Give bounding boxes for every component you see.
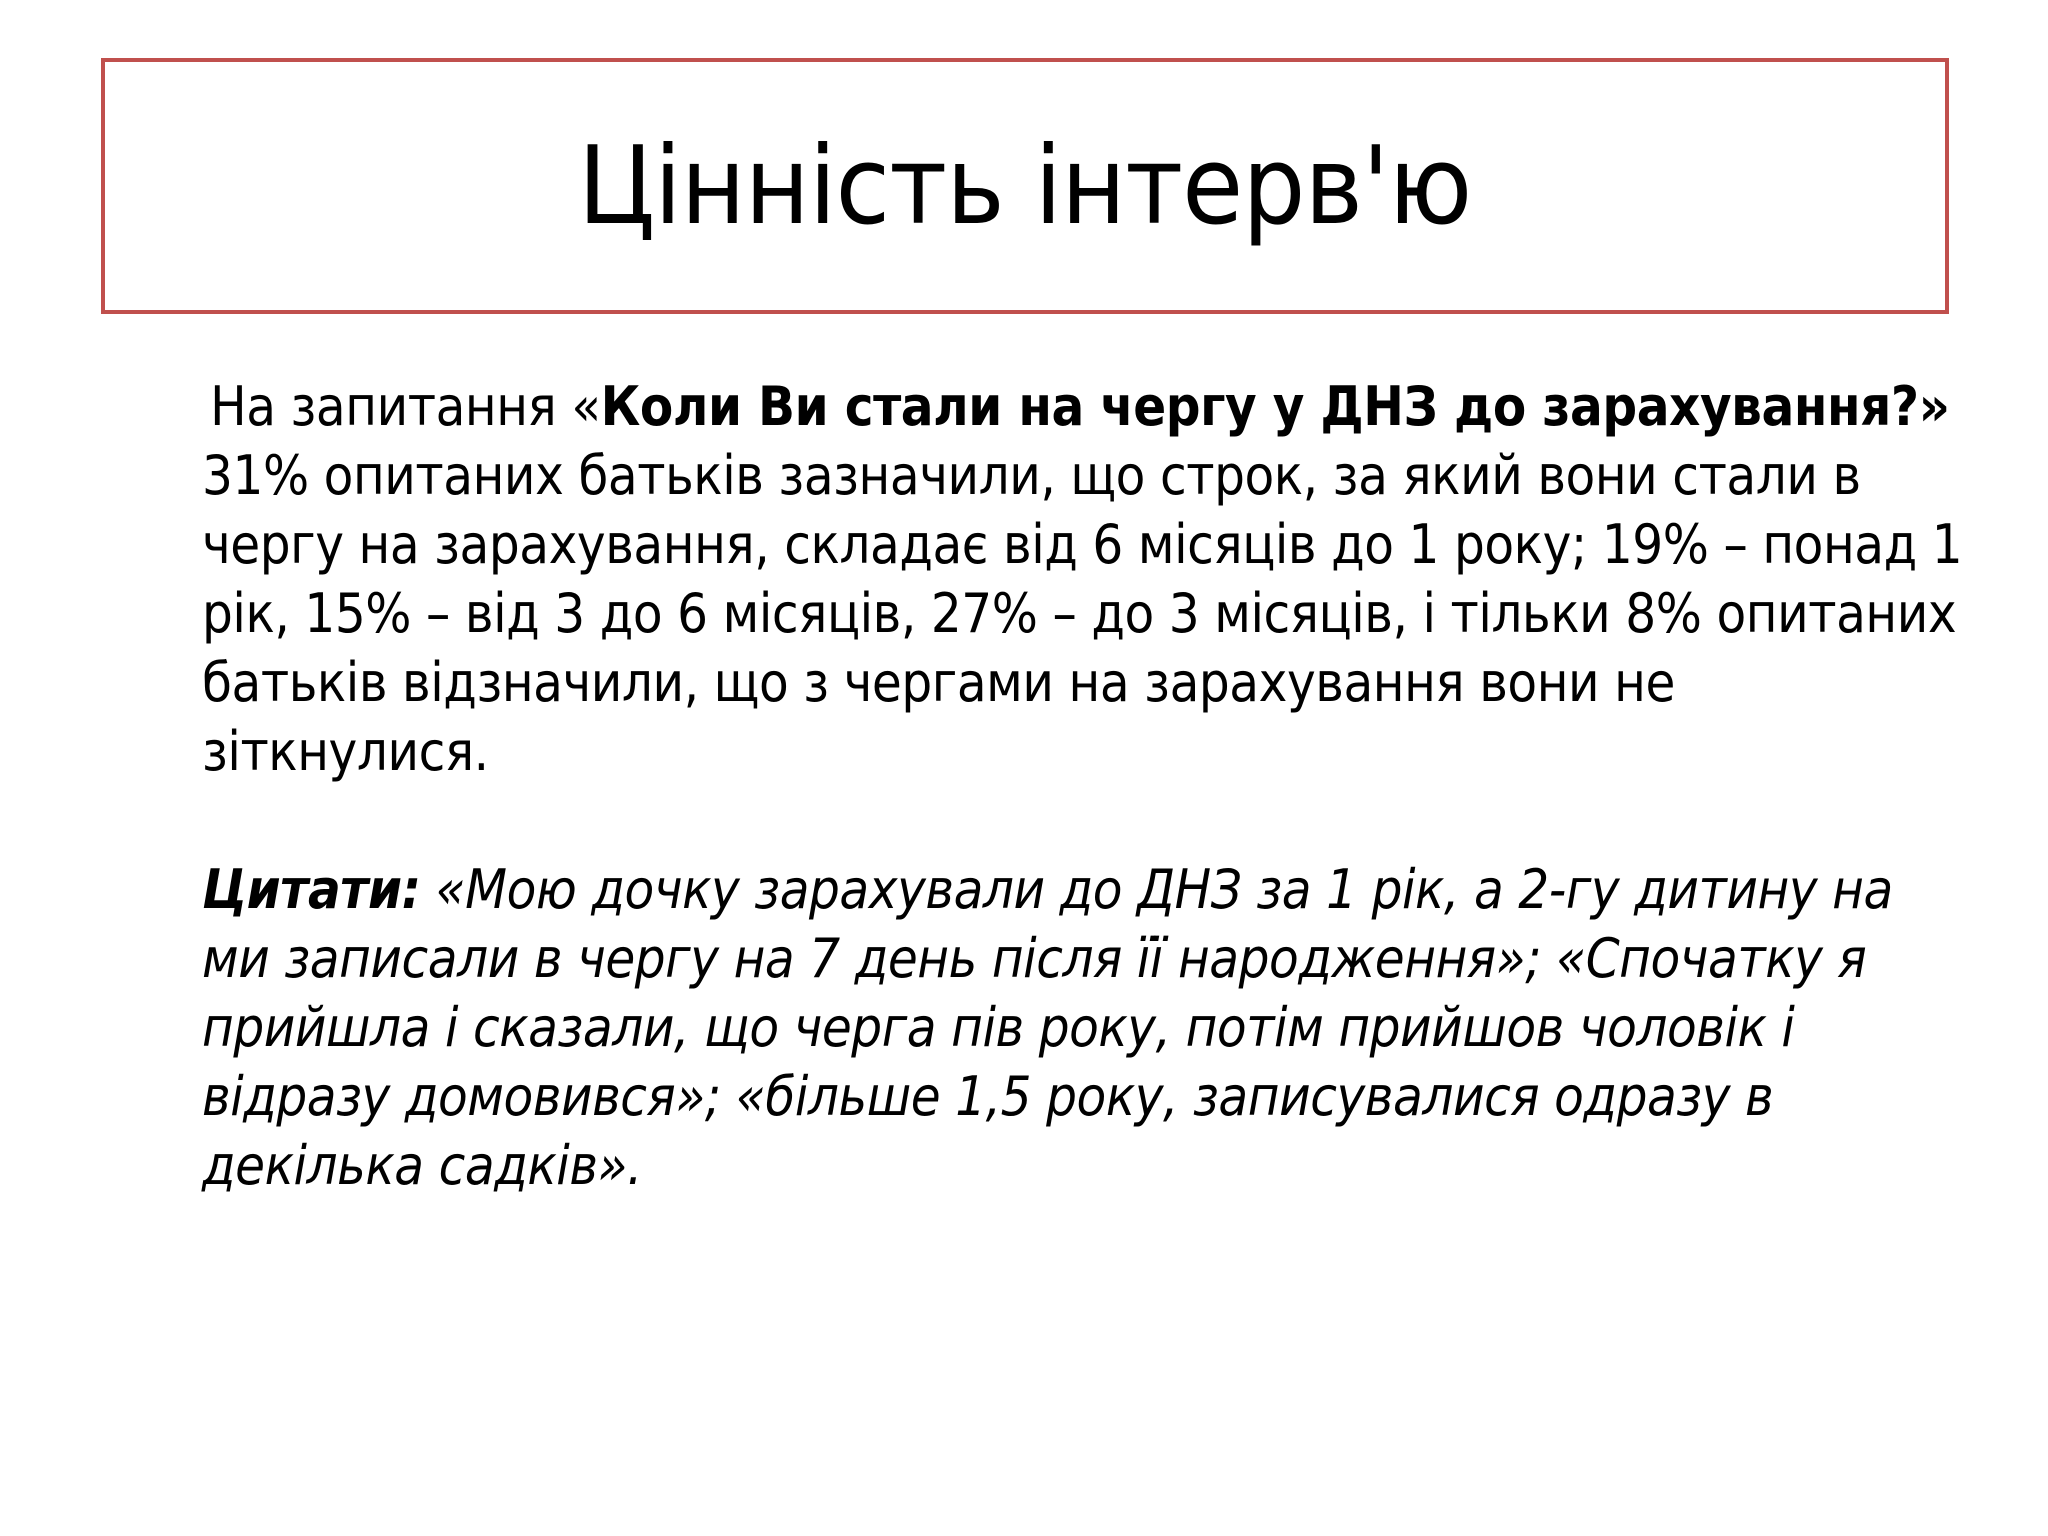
title-box — [101, 58, 1949, 314]
slide-title: Цінність інтерв'ю — [578, 123, 1472, 249]
quotes-text: «Мою дочку зарахували до ДНЗ за 1 рік, а 2-гу дитину на ми записали в чергу на 7 день після її народження»; «Спочатку я прийшла і сказали, що черга пів року, потім прийшов чоловік і відразу домовився»; «більше 1,5 року, записувалися одразу в декілька садків». — [202, 858, 1893, 1197]
slide-body — [202, 372, 1962, 1200]
survey-paragraph — [202, 372, 1962, 786]
survey-results: 31% опитаних батьків зазначили, що строк, за який вони стали в чергу на зарахування, складає від 6 місяців до 1 року; 19% – понад 1 рік, 15% – від 3 до 6 місяців, 27% – до 3 місяців, і тільки 8% опитаних батьків відзначили, що з чергами на зарахування вони не зіткнулися. — [202, 444, 1963, 783]
paragraph-lead: На запитання « — [210, 375, 601, 438]
quotes-paragraph — [202, 855, 1962, 1200]
quotes-label: Цитати: — [202, 858, 421, 921]
survey-question: Коли Ви стали на чергу у ДНЗ до зарахування?» — [600, 375, 1950, 438]
